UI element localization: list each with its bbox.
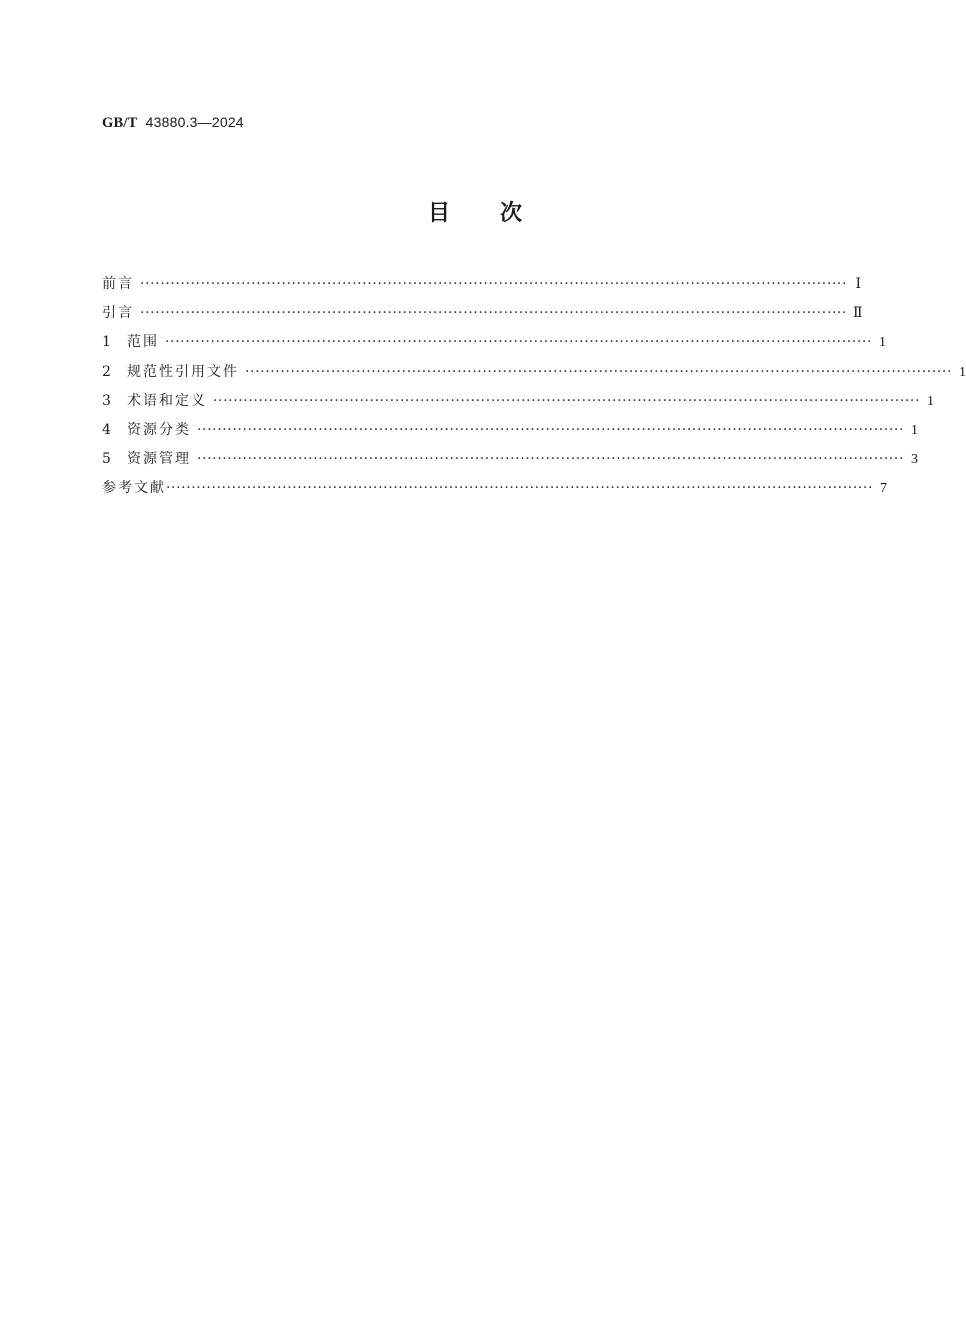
toc-entry-label: 资源管理 [127,451,191,468]
toc-entry-page: Ⅱ [853,306,863,322]
dot-leader: ············································································································································ [140,276,848,292]
toc-title-char-2: 次 [500,201,523,226]
dot-leader: ············································································································································ [213,392,921,409]
toc-entry-page: 1 [879,335,887,351]
dot-leader: ············································································································································ [197,451,905,468]
standard-prefix: GB/T [102,115,138,131]
toc-entry-scope[interactable] [102,331,887,360]
toc-entry-number: 5 [102,451,111,468]
toc-entry-number: 2 [102,363,111,380]
toc-entry-bibliography[interactable] [102,477,888,506]
dot-leader: ············································································································································ [197,421,905,438]
toc-entry-label: 前言 [102,276,134,292]
toc-entry-label: 参考文献 [102,480,166,497]
toc-entry-label: 引言 [102,305,134,322]
toc-entry-page: 3 [911,452,919,468]
toc-entry-resource-management[interactable] [102,448,919,477]
dot-leader: ············································································································································ [166,480,874,497]
toc-entry-page: Ⅰ [855,277,862,292]
table-of-contents [102,273,966,507]
toc-entry-number: 3 [102,392,111,409]
toc-entry-foreword[interactable] [102,273,862,302]
toc-title-char-1: 目 [427,201,450,226]
toc-title [0,196,950,227]
standard-code [102,114,244,132]
toc-entry-page: 1 [927,393,935,409]
toc-entry-page: 1 [911,422,919,438]
dot-leader: ············································································································································ [140,305,848,322]
toc-entry-normative-references[interactable] [102,361,966,390]
toc-entry-terms-definitions[interactable] [102,390,935,419]
toc-entry-resource-classification[interactable] [102,419,919,448]
dot-leader: ············································································································································ [165,334,873,351]
toc-entry-number: 1 [102,334,111,351]
standard-number: 43880.3—2024 [145,114,244,130]
toc-entry-number: 4 [102,421,111,438]
toc-entry-label: 术语和定义 [127,392,207,409]
toc-entry-label: 资源分类 [127,421,191,438]
dot-leader: ············································································································································ [245,363,953,380]
toc-entry-label: 范围 [127,334,159,351]
toc-entry-introduction[interactable] [102,302,863,331]
toc-entry-page: 1 [959,364,966,380]
toc-entry-label: 规范性引用文件 [127,363,239,380]
toc-entry-page: 7 [880,481,888,497]
